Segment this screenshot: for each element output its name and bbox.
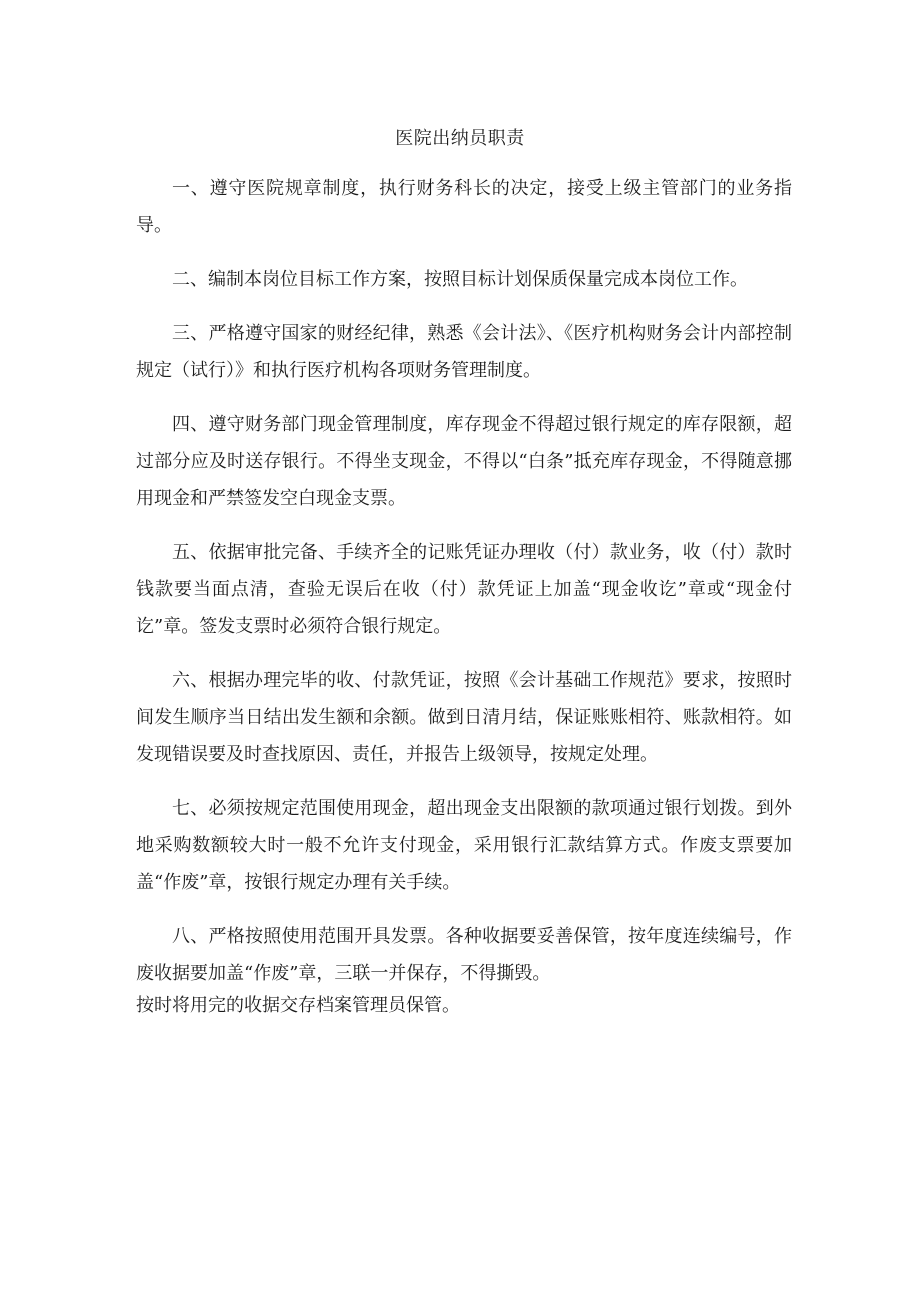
duty-paragraph-3: 三、严格遵守国家的财经纪律，熟悉《会计法》、《医疗机构财务会计内部控制规定（试行）》和执行医疗机构各项财务管理制度。 xyxy=(136,323,792,381)
document-body xyxy=(136,170,792,1020)
duty-paragraph-7: 七、必须按规定范围使用现金，超出现金支出限额的款项通过银行划拨。到外地采购数额较大时一般不允许支付现金，采用银行汇款结算方式。作废支票要加盖“作废”章，按银行规定办理有关手续。 xyxy=(136,798,792,893)
closing-line: 按时将用完的收据交存档案管理员保管。 xyxy=(136,995,460,1016)
duty-paragraph-2: 二、编制本岗位目标工作方案，按照目标计划保质保量完成本岗位工作。 xyxy=(172,269,748,290)
duty-paragraph-6: 六、根据办理完毕的收、付款凭证，按照《会计基础工作规范》要求，按照时间发生顺序当日结出发生额和余额。做到日清月结，保证账账相符、账款相符。如发现错误要及时查找原因、责任，并报告上级领导，按规定处理。 xyxy=(136,670,792,765)
document-title: 医院出纳员职责 xyxy=(395,128,525,149)
duty-paragraph-5: 五、依据审批完备、手续齐全的记账凭证办理收（付）款业务，收（付）款时钱款要当面点清，查验无误后在收（付）款凭证上加盖“现金收讫”章或“现金付讫”章。签发支票时必须符合银行规定。 xyxy=(136,542,792,637)
duty-paragraph-1: 一、遵守医院规章制度，执行财务科长的决定，接受上级主管部门的业务指导。 xyxy=(136,178,792,236)
duty-paragraph-8: 八、严格按照使用范围开具发票。各种收据要妥善保管，按年度连续编号，作废收据要加盖“作废”章，三联一并保存，不得撕毁。 xyxy=(136,926,792,984)
duty-paragraph-4: 四、遵守财务部门现金管理制度，库存现金不得超过银行规定的库存限额，超过部分应及时送存银行。不得坐支现金，不得以“白条”抵充库存现金，不得随意挪用现金和严禁签发空白现金支票。 xyxy=(136,414,792,509)
